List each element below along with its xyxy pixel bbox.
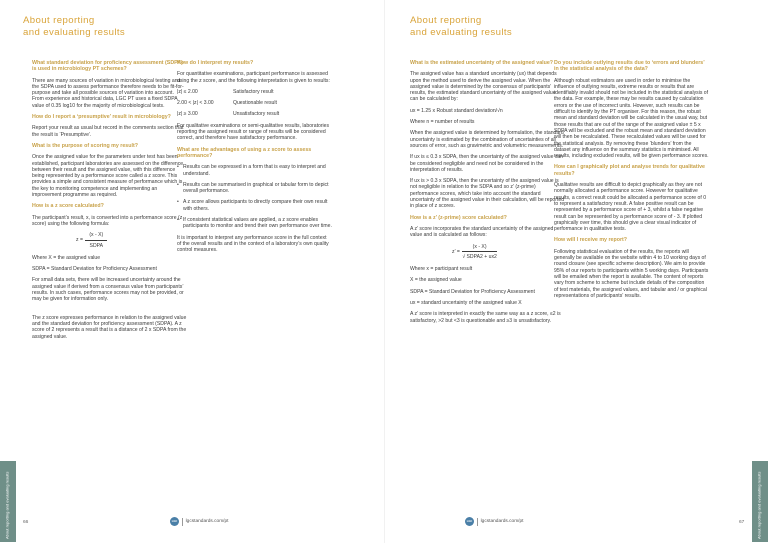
lgc-logo-icon: LGC — [465, 517, 474, 526]
paragraph: For quantitative examinations, participant performance is assessed using the z score, and the following interpretation is given to results: — [177, 71, 330, 84]
paragraph: The assigned value has a standard uncertainty (ux) that depends upon the method used to derive the assigned value. When the assigned value is determined by the consensus of participants’ results, the estimated standard uncertainty of the assigned value can be calculated by: — [410, 71, 557, 103]
paragraph: ux = 1.25 x Robust standard deviation/√n — [410, 107, 503, 114]
heading-receive-report: How will I receive my report? — [554, 237, 628, 244]
list-item: • If consistent statistical values are applied, a z score enables participants to monitor and trend their own performance over time. — [177, 217, 332, 230]
paragraph: Where n = number of results — [410, 119, 475, 126]
paragraph: The participant’s result, x, is converted into a performance score (z score) using the following formula: — [32, 214, 183, 227]
side-tab-label: About reporting and evaluating results — [756, 471, 762, 539]
heading-sdpa: What standard deviation for proficiency assessment (SDPA) is used in microbiology PT schemes? — [32, 60, 183, 73]
footer-divider — [182, 518, 183, 526]
list-item: • Results can be summarised in graphical or tabular form to depict overall performance. — [177, 182, 332, 195]
right-page — [384, 0, 768, 543]
formula-numerator: (x - X) — [85, 232, 107, 240]
paragraph: Although robust estimators are used in order to minimise the influence of outlying results, extreme results or results that are identifiably invalid should not be included in the statistical analysis of the data. For example, these may be results caused by calculation errors or the use of incorrect units. However, such results can be difficult to identify by the PT organiser. For this reason, the robust mean and standard deviation will be calculated in the usual way, but those results that are out of the range of the assigned value ± 5 x SDPA will be excluded and the robust mean and standard deviation will then be recalculated. These recalculated values will be used for the statistical analysis. By removing these ‘blunders’ from the dataset any influence on the summary statistics is minimised. All results, including excluded results, will be given performance scores. — [554, 77, 709, 160]
paragraph: For qualitative examinations or semi-qualitative results, laboratories reporting the assigned result or range of results will be considered correct, and therefore have satisfactory performance. — [177, 122, 330, 142]
formula-denominator: SDPA — [89, 242, 104, 249]
page-number: 67 — [739, 520, 745, 525]
z-score-formula — [32, 232, 187, 249]
title-line-2: and evaluating results — [23, 26, 126, 38]
page-title — [410, 15, 512, 38]
paragraph: When the assigned value is determined by formulation, the standard uncertainty is estimated by the combination of uncertainties of all sources of error, such as gravimetric and volumetric measurements. — [410, 130, 564, 149]
heading-z-prime-calc: How is a z’ (z-prime) score calculated? — [410, 214, 507, 221]
formula-denominator: √ SDPA2 + ux2 — [462, 253, 497, 260]
score-result: Unsatisfactory result — [233, 111, 280, 118]
footer-url[interactable]: lgcstandards.com/pt — [185, 519, 229, 524]
formula-numerator: (x - X) — [462, 244, 497, 252]
score-row — [177, 100, 332, 106]
footer — [465, 517, 524, 526]
footer-url[interactable]: lgcstandards.com/pt — [480, 519, 524, 524]
right-column-2 — [554, 60, 709, 304]
side-tab-label: About reporting and evaluating results — [4, 471, 10, 539]
paragraph: There are many sources of variation in microbiological testing and the SDPA used to assess performance therefore needs to be fit-for-purpose and take all possible sources of variation into account. From experience and historical data, LGC PT uses a fixed SDPA value of 0.35 log10 for the majority of microbiological tests. — [32, 77, 184, 109]
title-line-1: About reporting — [23, 15, 95, 26]
paragraph: Report your result as usual but record in the comments section that the result is ‘Presumptive’. — [32, 125, 184, 138]
footer — [170, 517, 229, 526]
page-title — [23, 15, 125, 38]
heading-outliers: Do you include outlying results due to ‘errors and blunders’ in the statistical analysis of the data? — [554, 60, 705, 73]
paragraph: A z’ score is interpreted in exactly the same way as a z score, ≤2 is satisfactory, >2 but <3 is questionable and ≥3 is unsatisfactory. — [410, 311, 561, 324]
score-condition: 2.00 < |z| < 3.00 — [177, 100, 214, 107]
score-row — [177, 89, 332, 95]
heading-scoring-purpose: What is the purpose of scoring my result? — [32, 142, 138, 149]
paragraph: The z score expresses performance in relation to the assigned value and the standard deviation for proficiency assessment (SDPA). A z score of 2 represents a result that is a distance of 2 x SDPA from the assigned value. — [32, 314, 187, 340]
paragraph: ux = standard uncertainty of the assigned value X — [410, 300, 522, 307]
formula-fraction — [462, 244, 497, 261]
score-condition: |z| ≤ 2.00 — [177, 88, 198, 95]
paragraph: Following statistical evaluation of the results, the reports will generally be available on the website within 4 to 10 working days of round closure (see specific scheme description). We aim to provide 95% of our reports to participants within 5 working days. Participants will be emailed when the report is available. The content of reports vary from scheme to scheme but include details of the composition of test materials, the assigned values, and tabular and / or graphical representations of participants’ results. — [554, 248, 709, 299]
formula-lhs: z = — [76, 237, 83, 244]
paragraph: If ux is > 0.3 x SDPA, then the uncertainty of the assigned value is not negligible in relation to the SDPA and so z’ (z-prime) performance scores, which take into account the standard uncertainty of the assigned value in their calculation, will be reported in place of z scores. — [410, 178, 565, 210]
advantages-list — [177, 164, 332, 229]
lgc-logo-icon: LGC — [170, 517, 179, 526]
footer-divider — [477, 518, 478, 526]
title-line-1: About reporting — [410, 15, 482, 26]
left-column-1 — [32, 60, 187, 345]
side-tab — [752, 461, 768, 542]
paragraph: Qualitative results are difficult to depict graphically as they are not normally allocated a performance score. However for qualitative results, a correct result could be allocated a performance score of 0 to represent a satisfactory result. A false positive result can be represented by a performance score of + 3, whilst a false negative result can be represented by a performance score of - 3. If plotted graphically over time, this should give a clear visual indicator of performance in qualitative tests. — [554, 182, 707, 233]
score-result: Questionable result — [233, 100, 277, 107]
left-column-2 — [177, 60, 332, 259]
heading-interpret: How do I interpret my results? — [177, 60, 254, 66]
right-column-1 — [410, 60, 565, 329]
formula-lhs: z’ = — [452, 248, 460, 255]
paragraph: SDPA = Standard Deviation for Proficiency Assessment — [32, 266, 157, 273]
page-number: 66 — [23, 520, 29, 525]
paragraph: It is important to interpret any performance score in the full context of the overall results and in the context of a laboratory’s own quality control measures. — [177, 234, 329, 254]
paragraph: For small data sets, there will be increased uncertainty around the assigned value if derived from a consensus value from participants’ results. In such cases, performance scores may not be provided, or may be given for information only. — [32, 277, 184, 303]
heading-qualitative-trends: How can I graphically plot and analyse trends for qualitative results? — [554, 164, 705, 177]
heading-presumptive: How do I report a ‘presumptive’ result in microbiology? — [32, 114, 171, 121]
paragraph: Once the assigned value for the parameters under test has been established, participant laboratories are assessed on the difference between their result and the assigned value, with this difference being represented by a performance score called a z score. This provides a simple and consistent measure of performance which is the key to monitoring competence and implementing an improvement programme as required. — [32, 154, 184, 199]
title-line-2: and evaluating results — [410, 26, 513, 38]
paragraph: SDPA = Standard Deviation for Proficiency Assessment — [410, 288, 535, 295]
formula-fraction — [85, 232, 107, 249]
z-prime-formula — [410, 244, 565, 261]
list-item: • A z score allows participants to directly compare their own result with others. — [177, 199, 332, 212]
heading-z-score-calc: How is a z score calculated? — [32, 203, 104, 210]
paragraph: Where X = the assigned value — [32, 254, 101, 261]
paragraph: Where x = participant result — [410, 266, 473, 273]
paragraph: X = the assigned value — [410, 277, 462, 284]
heading-advantages: What are the advantages of using a z score to assess performance? — [177, 146, 312, 159]
paragraph: A z’ score incorporates the standard uncertainty of the assigned value and is calculated as follows: — [410, 225, 554, 239]
score-condition: |z| ≥ 3.00 — [177, 111, 198, 118]
score-result: Satisfactory result — [233, 88, 274, 95]
paragraph: If ux is ≤ 0.3 x SDPA, then the uncertainty of the assigned value can be considered negligible and need not be considered in the interpretation of results. — [410, 154, 564, 173]
side-tab — [0, 461, 16, 542]
list-item: • Results can be expressed in a form that is easy to interpret and understand. — [177, 164, 332, 177]
score-row — [177, 111, 332, 117]
heading-uncertainty: What is the estimated uncertainty of the assigned value? — [410, 60, 554, 66]
